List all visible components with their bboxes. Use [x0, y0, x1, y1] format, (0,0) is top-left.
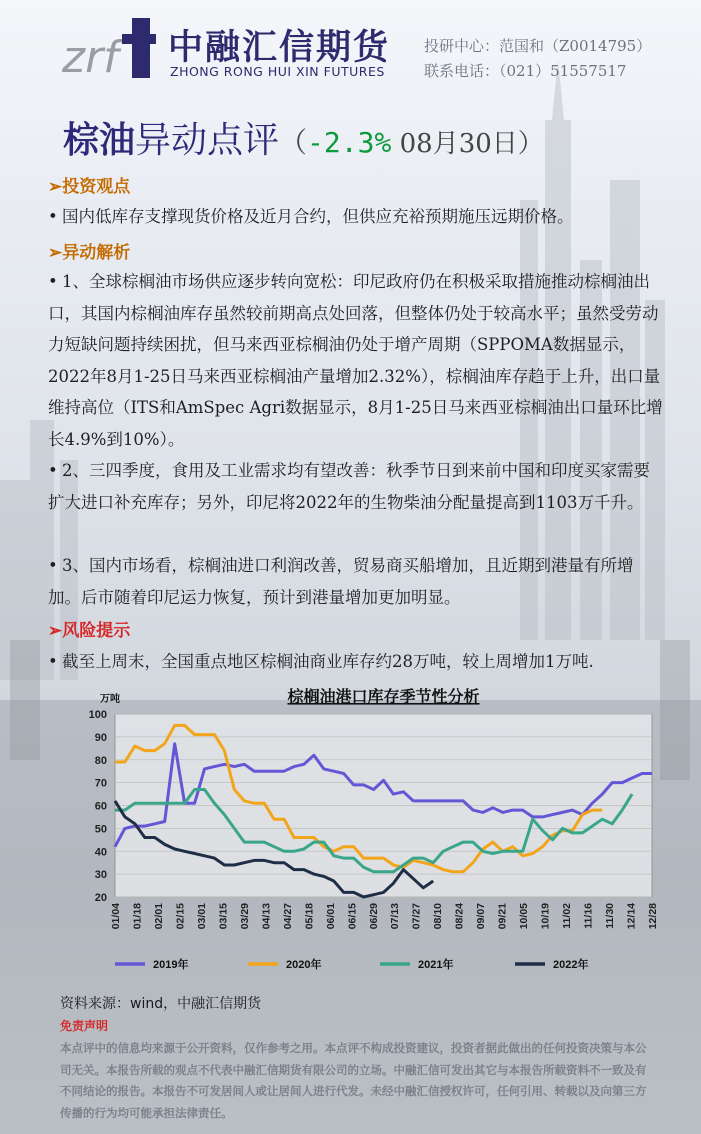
legend-label: 2019年	[153, 959, 189, 971]
view-paragraph: • 国内低库存支撑现货价格及近月合约，但供应充裕预期施压远期价格。	[48, 207, 574, 226]
x-tick-label: 03/15	[217, 903, 230, 930]
x-tick-label: 09/21	[496, 903, 509, 930]
x-tick-label: 03/29	[238, 903, 251, 930]
analyst-contact: 投研中心：范国和（Z0014795）	[424, 37, 652, 55]
x-tick-label: 02/01	[152, 903, 165, 930]
x-tick-label: 10/05	[518, 903, 531, 930]
legend-label: 2021年	[418, 959, 454, 971]
analysis-text-1: 1、全球棕榈油市场供应逐步转向宽松：印尼政府仍在积极采取措施推动棕榈油出口，其国内棕榈油库存虽然较前期高点处回落，但整体仍处于较高水平；虽然受劳动力短缺问题持续困扰，但马来西亚棕榈油仍处于增产周期（SPPOMA数据显示，2022年8月1-25日马来西亚棕榈油产量增加2.32%），棕榈油库存趋于上升，出口量维持高位（ITS和AmSpec Agri数据显示，8月1-25日马来西亚棕榈油出口量环比增长4.9%到10%）。	[48, 272, 663, 449]
y-tick-label: 100	[88, 709, 107, 721]
y-axis-unit: 万吨	[100, 694, 120, 705]
x-tick-label: 04/13	[260, 903, 273, 930]
company-logo-mark	[62, 12, 157, 82]
company-name-cn: 中融汇信期货	[168, 28, 391, 68]
y-tick-label: 90	[94, 731, 107, 744]
risk-heading: ➢风险提示	[48, 621, 131, 641]
analysis-text-3: 3、国内市场看，棕榈油进口利润改善，贸易商买船增加，且近期到港量有所增加。后市随着印尼运力恢复，预计到港量增加更加明显。	[48, 556, 634, 607]
title-date: 08月30日）	[391, 129, 544, 159]
logo-mark-text: zrf	[62, 32, 119, 82]
x-tick-label: 01/04	[110, 903, 122, 930]
x-tick-label: 10/19	[539, 903, 552, 930]
x-tick-label: 06/15	[346, 903, 359, 930]
x-tick-label: 09/07	[475, 903, 488, 930]
chart-title: 棕榈油港口库存季节性分析	[287, 689, 480, 706]
x-tick-label: 12/28	[647, 903, 659, 930]
analysis-point-3: • 3、国内市场看，棕榈油进口利润改善，贸易商买船增加，且近期到港量有所增加。后市随着印尼运力恢复，预计到港量增加更加明显。	[48, 556, 634, 607]
x-tick-label: 01/18	[131, 903, 144, 930]
x-tick-label: 11/02	[561, 903, 574, 929]
data-source: 资料来源：wind，中融汇信期货	[60, 996, 262, 1012]
legend-label: 2022年	[553, 959, 589, 971]
report-title	[63, 112, 544, 163]
y-tick-label: 50	[94, 823, 107, 836]
y-tick-label: 30	[94, 869, 107, 882]
x-tick-label: 03/01	[195, 903, 208, 930]
analysis-point-2: • 2、三四季度，食用及工业需求均有望改善：秋季节日到来前中国和印度买家需要扩大进口补充库存；另外，印尼将2022年的生物柴油分配量提高到1103万千升。	[48, 461, 650, 512]
x-tick-label: 08/10	[432, 903, 445, 930]
legend-label: 2020年	[286, 959, 322, 971]
x-tick-label: 07/13	[389, 903, 402, 930]
x-tick-label: 11/30	[604, 903, 617, 929]
title-type: 异动点评	[135, 120, 280, 161]
y-tick-label: 60	[94, 800, 107, 813]
y-tick-label: 70	[94, 777, 107, 790]
report-header	[0, 0, 701, 100]
risk-paragraph: • 截至上周末，全国重点地区棕榈油商业库存约28万吨，较上周增加1万吨.	[48, 652, 594, 671]
company-name-en: ZHONG RONG HUI XIN FUTURES	[170, 64, 385, 79]
risk-text: 截至上周末，全国重点地区棕榈油商业库存约28万吨，较上周增加1万吨.	[62, 652, 594, 671]
disclaimer-heading: 免责声明	[60, 1019, 109, 1033]
x-tick-label: 06/29	[367, 903, 380, 930]
analysis-point-1: • 1、全球棕榈油市场供应逐步转向宽松：印尼政府仍在积极采取措施推动棕榈油出口，其国内棕榈油库存虽然较前期高点处回落，但整体仍处于较高水平；虽然受劳动力短缺问题持续困扰，但马来西亚棕榈油仍处于增产周期（SPPOMA数据显示，2022年8月1-25日马来西亚棕榈油产量增加2.32%），棕榈油库存趋于上升，出口量维持高位（ITS和AmSpec Agri数据显示，8月1-25日马来西亚棕榈油出口量环比增长4.9%到10%）。	[48, 272, 663, 449]
y-tick-label: 20	[94, 892, 107, 904]
phone-contact: 联系电话：（021）51557517	[424, 62, 627, 80]
y-tick-label: 40	[94, 846, 107, 859]
x-tick-label: 08/24	[453, 903, 466, 930]
x-tick-label: 06/01	[324, 903, 337, 930]
analysis-text-2: 2、三四季度，食用及工业需求均有望改善：秋季节日到来前中国和印度买家需要扩大进口补充库存；另外，印尼将2022年的生物柴油分配量提高到1103万千升。	[48, 461, 650, 512]
x-tick-label: 04/27	[281, 903, 294, 930]
title-change-pct: -2.3%	[307, 126, 392, 159]
analysis-heading: ➢异动解析	[48, 243, 131, 263]
x-tick-label: 07/27	[410, 903, 423, 930]
x-tick-label: 11/16	[582, 903, 595, 929]
view-text: 国内低库存支撑现货价格及近月合约，但供应充裕预期施压远期价格。	[62, 207, 574, 226]
title-open-paren: （	[279, 126, 308, 159]
y-tick-label: 80	[94, 754, 107, 767]
title-product: 棕油	[63, 119, 136, 161]
x-tick-label: 12/14	[625, 903, 638, 930]
disclaimer-text: 本点评中的信息均来源于公开资料，仅作参考之用。本点评不构成投资建议，投资者据此做出的任何投资决策与本公司无关。本报告所载的观点不代表中融汇信期货有限公司的立场。中融汇信可发出其它与本报告所载资料不一致及有不同结论的报告。本报告不可发居间人或让居间人进行代发。未经中融汇信授权许可，任何引用、转载以及向第三方传播的行为均可能承担法律责任。	[60, 1041, 647, 1120]
inventory-seasonal-chart	[60, 686, 660, 986]
x-tick-label: 02/15	[174, 903, 187, 930]
view-heading: ➢投资观点	[48, 177, 131, 197]
x-tick-label: 05/18	[303, 903, 316, 930]
